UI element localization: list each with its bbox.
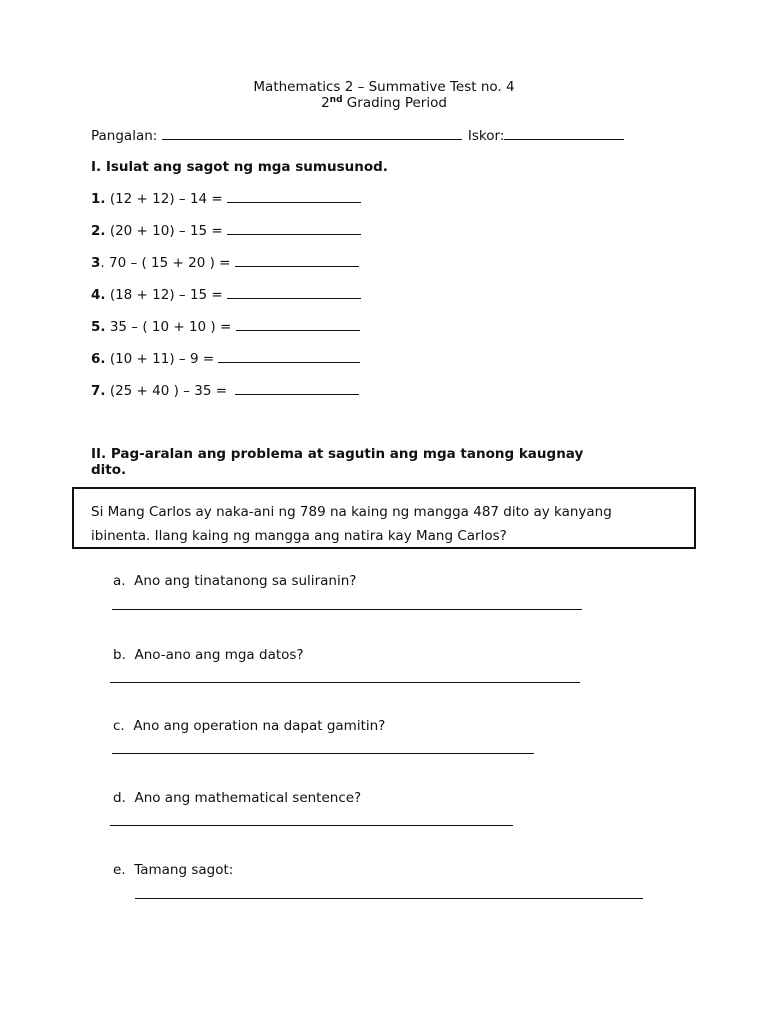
question-text: Ano ang mathematical sentence? bbox=[134, 790, 362, 806]
period-text: Grading Period bbox=[342, 95, 447, 111]
answer-blank[interactable] bbox=[235, 254, 359, 267]
equation-item bbox=[91, 318, 360, 335]
question-letter: d. bbox=[113, 790, 126, 806]
question-letter: a. bbox=[113, 573, 126, 589]
answer-line-c[interactable] bbox=[112, 753, 534, 754]
equation-item bbox=[91, 350, 360, 367]
period-number: 2 bbox=[321, 95, 330, 111]
question-letter: c. bbox=[113, 718, 125, 734]
question-b bbox=[113, 647, 304, 663]
score-label: Iskor: bbox=[467, 128, 505, 144]
equation-item bbox=[91, 286, 361, 303]
question-letter: e. bbox=[113, 862, 126, 878]
item-expression: (12 + 12) – 14 = bbox=[105, 191, 228, 207]
score-blank[interactable] bbox=[504, 127, 624, 140]
item-expression: (20 + 10) – 15 = bbox=[105, 223, 228, 239]
item-number: 3 bbox=[91, 255, 101, 271]
question-text: Ano ang operation na dapat gamitin? bbox=[133, 718, 386, 734]
answer-blank[interactable] bbox=[218, 350, 360, 363]
item-number: 6. bbox=[91, 351, 106, 367]
problem-text-line2: ibinenta. Ilang kaing ng mangga ang natira kay Mang Carlos? bbox=[91, 528, 507, 544]
item-expression: . 70 – ( 15 + 20 ) = bbox=[100, 255, 235, 271]
item-number: 4. bbox=[91, 287, 106, 303]
question-text: Ano-ano ang mga datos? bbox=[134, 647, 304, 663]
answer-blank[interactable] bbox=[236, 318, 360, 331]
part2-title-line1: II. Pag-aralan ang problema at sagutin ang mga tanong kaugnay bbox=[91, 446, 584, 462]
problem-text-line1: Si Mang Carlos ay naka-ani ng 789 na kaing ng mangga 487 dito ay kanyang bbox=[91, 504, 612, 520]
equation-item bbox=[91, 382, 359, 399]
answer-blank[interactable] bbox=[227, 286, 361, 299]
question-letter: b. bbox=[113, 647, 126, 663]
period-suffix: nd bbox=[329, 95, 343, 105]
equation-item bbox=[91, 254, 359, 271]
item-expression: (10 + 11) – 9 = bbox=[105, 351, 219, 367]
question-a bbox=[113, 573, 356, 589]
part2-title-line2: dito. bbox=[91, 462, 127, 478]
answer-line-d[interactable] bbox=[110, 825, 513, 826]
word-problem-box bbox=[72, 487, 696, 549]
answer-line-e[interactable] bbox=[135, 898, 643, 899]
student-info-row bbox=[91, 127, 624, 144]
name-label: Pangalan: bbox=[91, 128, 162, 144]
item-number: 2. bbox=[91, 223, 106, 239]
answer-line-b[interactable] bbox=[110, 682, 580, 683]
answer-line-a[interactable] bbox=[112, 609, 582, 610]
answer-blank[interactable] bbox=[235, 382, 359, 395]
part1-title: I. Isulat ang sagot ng mga sumusunod. bbox=[91, 159, 388, 175]
question-e bbox=[113, 862, 233, 878]
worksheet-title: Mathematics 2 – Summative Test no. 4 bbox=[253, 79, 515, 95]
item-expression: (25 + 40 ) – 35 = bbox=[105, 383, 232, 399]
name-blank[interactable] bbox=[162, 127, 462, 140]
question-d bbox=[113, 790, 361, 806]
question-text: Tamang sagot: bbox=[134, 862, 234, 878]
question-c bbox=[113, 718, 385, 734]
answer-blank[interactable] bbox=[227, 190, 361, 203]
question-text: Ano ang tinatanong sa suliranin? bbox=[134, 573, 357, 589]
answer-blank[interactable] bbox=[227, 222, 361, 235]
item-expression: (18 + 12) – 15 = bbox=[105, 287, 228, 303]
item-number: 1. bbox=[91, 191, 106, 207]
item-number: 5. bbox=[91, 319, 106, 335]
equation-item bbox=[91, 222, 361, 239]
item-expression: 35 – ( 10 + 10 ) = bbox=[105, 319, 236, 335]
grading-period bbox=[0, 95, 768, 111]
item-number: 7. bbox=[91, 383, 106, 399]
equation-item bbox=[91, 190, 361, 207]
